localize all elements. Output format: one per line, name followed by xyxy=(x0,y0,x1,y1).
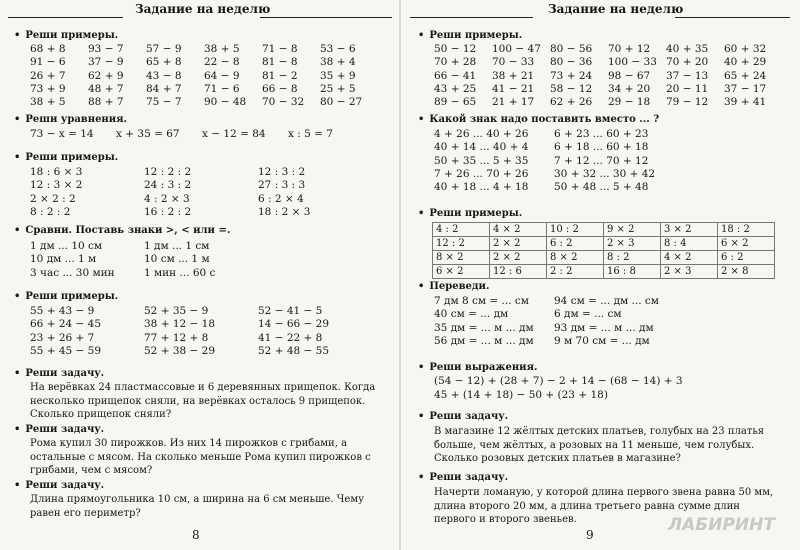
exercise-item: 37 − 13 xyxy=(666,69,709,82)
exercise-item: 73 − х = 14 xyxy=(30,128,94,140)
exercise-item: 70 − 32 xyxy=(262,96,305,109)
exercise-item: 91 − 6 xyxy=(30,56,66,69)
exercise-item: 8 : 2 : 2 xyxy=(30,205,71,218)
section-title: • Реши задачу. xyxy=(418,472,508,483)
grid-cell: 2 × 3 xyxy=(661,265,718,279)
exercise-item: 89 − 65 xyxy=(434,96,477,109)
section-title: • Сравни. Поставь знаки >, < или =. xyxy=(14,225,230,236)
exercise-item: 25 + 5 xyxy=(320,82,356,95)
exercise-item: 4 + 26 ... 40 + 26 xyxy=(434,128,529,140)
exercise-item: 90 − 48 xyxy=(204,96,247,109)
exercise-item: 58 − 12 xyxy=(550,82,593,95)
exercise-item: 80 − 56 xyxy=(550,43,593,55)
section-title: • Реши задачу. xyxy=(14,480,104,491)
exercise-item: 66 − 41 xyxy=(434,69,477,82)
grid-cell: 8 × 2 xyxy=(433,251,490,265)
exercise-item: 66 + 24 − 45 xyxy=(30,318,102,331)
exercise-item: х : 5 = 7 xyxy=(288,128,333,140)
exercise-item: 18 : 6 × 3 xyxy=(30,166,83,178)
exercise-item: 7 + 12 ... 70 + 12 xyxy=(554,154,649,167)
exercise-item: 93 − 7 xyxy=(88,43,124,55)
page-header-title: Задание на неделю xyxy=(548,2,684,16)
exercise-item: 23 + 26 + 7 xyxy=(30,331,95,344)
section-title: • Какой знак надо поставить вместо ... ? xyxy=(418,114,659,125)
exercise-item: 18 : 2 × 3 xyxy=(258,205,311,218)
page-number: 8 xyxy=(192,528,200,542)
exercise-item: 77 + 12 + 8 xyxy=(144,331,209,344)
exercise-item: 34 + 20 xyxy=(608,82,651,95)
exercise-item: 12 : 2 : 2 xyxy=(144,166,192,178)
exercise-item: 73 + 24 xyxy=(550,69,593,82)
exercise-item: 79 − 12 xyxy=(666,96,709,109)
grid-cell: 6 × 2 xyxy=(718,237,775,251)
task-text: На верёвках 24 пластмассовые и 6 деревянных прищепок. Когда несколько прищепок сняли, на верёвках осталось 9 прищепок. Сколько прищепок сняли? xyxy=(30,382,376,420)
exercise-item: 1 дм ... 10 см xyxy=(30,240,103,252)
exercise-item: 52 − 41 − 5 xyxy=(258,305,323,317)
exercise-item: 80 − 27 xyxy=(320,96,363,109)
exercise-item: 70 + 28 xyxy=(434,56,477,69)
exercise-item: 62 + 26 xyxy=(550,96,593,109)
exercise-item: 22 − 8 xyxy=(204,56,240,69)
exercise-item: 40 + 18 ... 4 + 18 xyxy=(434,181,529,194)
exercise-item: 88 + 7 xyxy=(88,96,124,109)
task-text: Длина прямоугольника 10 см, а ширина на 6 см меньше. Чему равен его периметр? xyxy=(30,494,364,519)
exercise-item: 40 + 35 xyxy=(666,43,709,55)
exercise-grid xyxy=(432,222,775,279)
exercise-item: 38 + 5 xyxy=(30,96,66,109)
exercise-item: 6 + 23 ... 60 + 23 xyxy=(554,128,649,140)
exercise-item: 10 см ... 1 м xyxy=(144,253,210,266)
grid-cell: 2 × 8 xyxy=(718,265,775,279)
exercise-item: 70 − 33 xyxy=(492,56,535,69)
exercise-item: 7 дм 8 см = ... см xyxy=(434,295,529,307)
exercise-item: 1 мин ... 60 с xyxy=(144,266,216,279)
exercise-item: 26 + 7 xyxy=(30,69,66,82)
exercise-item: 40 + 14 ... 40 + 4 xyxy=(434,141,529,154)
exercise-item: 37 − 17 xyxy=(724,82,767,95)
exercise-item: 16 : 2 : 2 xyxy=(144,205,192,218)
section-title: • Реши задачу. xyxy=(418,411,508,422)
exercise-item: 10 дм ... 1 м xyxy=(30,253,97,266)
exercise-item: 100 − 33 xyxy=(608,56,657,69)
grid-cell: 4 × 2 xyxy=(661,251,718,265)
exercise-item: 65 + 24 xyxy=(724,69,767,82)
section-title: • Реши примеры. xyxy=(418,208,522,219)
header-rule-left xyxy=(8,17,123,18)
exercise-item: 38 + 5 xyxy=(204,43,240,55)
grid-cell: 8 : 4 xyxy=(661,237,718,251)
grid-cell: 2 × 2 xyxy=(490,237,547,251)
exercise-item: 9 м 70 см = ... дм xyxy=(554,334,650,347)
exercise-item: 40 см = ... дм xyxy=(434,308,509,321)
task-text: Рома купил 30 пирожков. Из них 14 пирожков с грибами, а остальные с мясом. На сколько меньше Рома купил пирожков с грибами, чем с мясом? xyxy=(30,438,371,476)
exercise-item: 40 + 29 xyxy=(724,56,767,69)
grid-cell: 16 : 8 xyxy=(604,265,661,279)
exercise-item: 43 + 25 xyxy=(434,82,477,95)
exercise-item: х − 12 = 84 xyxy=(202,128,266,140)
section-title: • Реши примеры. xyxy=(14,30,118,41)
exercise-item: 81 − 2 xyxy=(262,69,298,82)
exercise-item: 50 + 35 ... 5 + 35 xyxy=(434,154,529,167)
header-rule-left xyxy=(410,17,533,18)
header-rule-right xyxy=(675,17,790,18)
section-title: • Реши задачу. xyxy=(14,424,104,435)
page-number: 9 xyxy=(586,528,594,542)
exercise-item: 20 − 11 xyxy=(666,82,709,95)
exercise-item: 43 − 8 xyxy=(146,69,182,82)
grid-cell: 6 : 2 xyxy=(718,251,775,265)
grid-cell: 10 : 2 xyxy=(547,223,604,237)
section-title: • Реши примеры. xyxy=(418,30,522,41)
exercise-item: 52 + 38 − 29 xyxy=(144,344,216,357)
exercise-item: х + 35 = 67 xyxy=(116,128,180,140)
exercise-item: 100 − 47 xyxy=(492,43,541,55)
exercise-item: 75 − 7 xyxy=(146,96,182,109)
exercise-item: 35 + 9 xyxy=(320,69,356,82)
exercise-item: 93 дм = ... м ... дм xyxy=(554,321,654,334)
exercise-item: 35 дм = ... м ... дм xyxy=(434,321,534,334)
task-text: В магазине 12 жёлтых детских платьев, голубых на 23 платья больше, чем жёлтых, а розовых на 11 меньше, чем голубых. Сколько розовых детских платьев в магазине? xyxy=(434,426,765,464)
exercise-item: 41 − 22 + 8 xyxy=(258,331,323,344)
exercise-item: 30 + 32 ... 30 + 42 xyxy=(554,167,656,180)
exercise-item: 70 + 12 xyxy=(608,43,651,55)
exercise-item: 50 + 48 ... 5 + 48 xyxy=(554,181,649,194)
exercise-item: 84 + 7 xyxy=(146,82,182,95)
exercise-item: 66 − 8 xyxy=(262,82,298,95)
grid-cell: 8 × 2 xyxy=(547,251,604,265)
page-header-title: Задание на неделю xyxy=(135,2,271,16)
exercise-item: 81 − 8 xyxy=(262,56,298,69)
task-text: Начерти ломаную, у которой длина первого звена равна 50 мм, длина второго 20 мм, а длина третьего равна сумме длин первого и второго звеньев. xyxy=(434,487,774,525)
grid-cell: 9 × 2 xyxy=(604,223,661,237)
exercise-item: 2 × 2 : 2 xyxy=(30,192,76,205)
exercise-item: 50 − 12 xyxy=(434,43,477,55)
exercise-item: 6 + 18 ... 60 + 18 xyxy=(554,141,649,154)
exercise-item: 4 : 2 × 3 xyxy=(144,192,190,205)
exercise-item: 38 + 12 − 18 xyxy=(144,318,216,331)
grid-cell: 12 : 6 xyxy=(490,265,547,279)
exercise-item: 3 час ... 30 мин xyxy=(30,266,115,279)
right-page xyxy=(400,0,800,550)
exercise-item: 62 + 9 xyxy=(88,69,124,82)
exercise-item: 12 : 3 × 2 xyxy=(30,179,83,192)
exercise-item: 24 : 3 : 2 xyxy=(144,179,192,192)
exercise-item: 60 + 32 xyxy=(724,43,767,55)
exercise-item: 64 − 9 xyxy=(204,69,240,82)
grid-cell: 2 : 2 xyxy=(547,265,604,279)
exercise-item: 71 − 8 xyxy=(262,43,298,55)
exercise-item: 39 + 41 xyxy=(724,96,767,109)
section-title: • Реши примеры. xyxy=(14,152,118,163)
grid-cell: 6 : 2 xyxy=(547,237,604,251)
expression-line: (54 − 12) + (28 + 7) − 2 + 14 − (68 − 14) + 3 xyxy=(434,375,683,387)
exercise-item: 71 − 6 xyxy=(204,82,240,95)
grid-cell: 6 × 2 xyxy=(433,265,490,279)
grid-cell: 18 : 2 xyxy=(718,223,775,237)
grid-cell: 8 : 2 xyxy=(604,251,661,265)
exercise-item: 52 + 48 − 55 xyxy=(258,344,330,357)
exercise-item: 55 + 43 − 9 xyxy=(30,305,95,317)
exercise-item: 38 + 21 xyxy=(492,69,535,82)
exercise-item: 38 + 4 xyxy=(320,56,356,69)
grid-cell: 4 : 2 xyxy=(433,223,490,237)
grid-cell: 4 × 2 xyxy=(490,223,547,237)
exercise-item: 21 + 17 xyxy=(492,96,535,109)
expression-line: 45 + (14 + 18) − 50 + (23 + 18) xyxy=(434,388,608,401)
exercise-item: 98 − 67 xyxy=(608,69,651,82)
exercise-item: 68 + 8 xyxy=(30,43,66,55)
exercise-item: 56 дм = ... м ... дм xyxy=(434,334,534,347)
exercise-item: 53 − 6 xyxy=(320,43,356,55)
section-title: • Переведи. xyxy=(418,281,489,292)
exercise-item: 6 : 2 × 4 xyxy=(258,192,304,205)
exercise-item: 48 + 7 xyxy=(88,82,124,95)
exercise-item: 73 + 9 xyxy=(30,82,66,95)
section-title: • Реши задачу. xyxy=(14,368,104,379)
exercise-item: 41 − 21 xyxy=(492,82,535,95)
section-title: • Реши выражения. xyxy=(418,362,537,373)
exercise-item: 55 + 45 − 59 xyxy=(30,344,102,357)
section-title: • Реши примеры. xyxy=(14,291,118,302)
watermark-logo: ЛАБИРИНТ xyxy=(668,515,775,535)
exercise-item: 65 + 8 xyxy=(146,56,182,69)
grid-cell: 12 : 2 xyxy=(433,237,490,251)
exercise-item: 14 − 66 − 29 xyxy=(258,318,330,331)
exercise-item: 27 : 3 : 3 xyxy=(258,179,306,192)
exercise-item: 12 : 3 : 2 xyxy=(258,166,306,178)
exercise-item: 29 − 18 xyxy=(608,96,651,109)
exercise-item: 7 + 26 ... 70 + 26 xyxy=(434,167,529,180)
exercise-item: 57 − 9 xyxy=(146,43,182,55)
exercise-item: 37 − 9 xyxy=(88,56,124,69)
exercise-item: 6 дм = ... см xyxy=(554,308,622,321)
header-rule-right xyxy=(260,17,392,18)
exercise-item: 70 + 20 xyxy=(666,56,709,69)
grid-cell: 2 × 3 xyxy=(604,237,661,251)
exercise-item: 52 + 35 − 9 xyxy=(144,305,209,317)
exercise-item: 94 см = ... дм ... см xyxy=(554,295,659,307)
grid-cell: 2 × 2 xyxy=(490,251,547,265)
exercise-item: 1 дм ... 1 см xyxy=(144,240,210,252)
section-title: • Реши уравнения. xyxy=(14,114,127,125)
grid-cell: 3 × 2 xyxy=(661,223,718,237)
exercise-item: 80 − 36 xyxy=(550,56,593,69)
